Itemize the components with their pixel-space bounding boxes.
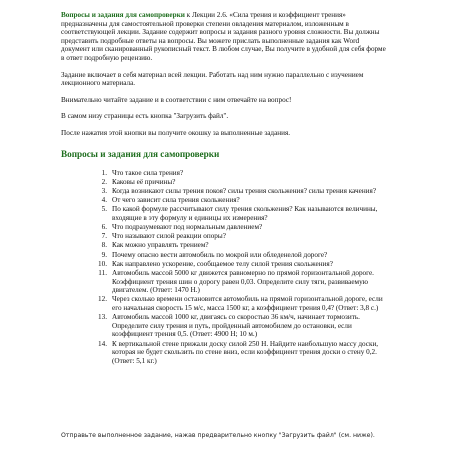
list-item [61, 340, 387, 366]
question-number: 14. [98, 339, 107, 348]
paragraph-scope: Задание включает в себя материал всей лекции. Работать над ним нужно параллельно с изучением лекционного материала. [61, 70, 364, 88]
question-text: Что такое сила трения? [112, 168, 184, 177]
question-text: К вертикальной стене прижали доску силой 250 Н. Найдите наибольшую массу доски, которая не будет скользить по стене вниз, если коэффициент трения доски о стену 0,2. (Ответ: 5,1 кг.) [112, 339, 379, 365]
question-number: 6. [101, 223, 107, 232]
list-item [61, 205, 387, 222]
list-item [61, 295, 387, 312]
question-text: Автомобиль массой 5000 кг движется равномерно по прямой горизонтальной дороге. Коэффициент трения шин о дорогу равен 0,03. Определите силу тяги, развиваемую двигателем. (Ответ: 1470 Н.) [112, 269, 374, 295]
list-item [61, 187, 387, 196]
question-number: 4. [101, 196, 107, 205]
question-text: Как направлено ускорение, сообщаемое телу силой трения скольжения? [112, 259, 333, 268]
question-number: 5. [101, 205, 107, 214]
paragraph-upload-hint: В самом низу страницы есть кнопка "Загрузить файл". [61, 112, 229, 121]
questions-list [61, 169, 387, 366]
list-item [61, 251, 387, 260]
list-item [61, 169, 387, 178]
intro-paragraph [61, 11, 387, 63]
question-text: Как можно управлять трением? [112, 241, 209, 250]
question-text: Через сколько времени остановится автомобиль на прямой горизонтальной дороге, если его начальная скорость 15 м/с, масса 1500 кг, а коэффициент трения 0,4? (Ответ: 3,8 с.) [112, 295, 383, 312]
question-number: 10. [98, 259, 107, 268]
list-item [61, 196, 387, 205]
question-text: Почему опасно вести автомобиль по мокрой или обледенелой дороге? [112, 250, 328, 259]
intro-text: к Лекции 2.6. «Сила трения и коэффициент трения» предназначены для самостоятельной проверки степени овладения материалом, изложенным в соответствующей лекции. Задание содержит вопросы и задания разного уровня сложности. Вы должны представить подробные ответы на вопросы. Вы можете прислать выполненные задания как Word документ или сканированный рукописный текст. В любом случае, Вы получите в удобной для себя форме в ответ подробную рецензию. [61, 11, 386, 62]
question-text: По какой формуле рассчитывают силу трения скольжения? Как называются величины, входящие в эту формулу и единицы их измерения? [112, 205, 378, 222]
question-number: 8. [101, 241, 107, 250]
question-number: 1. [101, 168, 107, 177]
list-item [61, 241, 387, 250]
list-item [61, 260, 387, 269]
section-heading: Вопросы и задания для самопроверки [61, 148, 220, 159]
list-item [61, 269, 387, 295]
question-text: Что подразумевают под нормальным давлением? [112, 223, 263, 232]
question-text: Когда возникают силы трения покоя? силы трения скольжения? силы трения качения? [112, 186, 377, 195]
question-number: 11. [98, 269, 107, 277]
intro-title: Вопросы и задания для самопроверки [61, 11, 185, 19]
question-number: 2. [101, 177, 107, 186]
question-number: 7. [101, 232, 107, 241]
question-text: От чего зависит сила трения скольжения? [112, 196, 240, 205]
question-text: Каковы её причины? [112, 177, 176, 186]
list-item [61, 232, 387, 241]
list-item [61, 313, 387, 339]
question-text: Автомобиль массой 1000 кг, двигаясь со скоростью 36 км/ч, начинает тормозить. Определите силу трения и путь, пройденный автомобилем до остановки, если коэффициент трения 0,5. (Ответ: 4900 Н; 10 м.) [112, 313, 360, 339]
list-item [61, 178, 387, 187]
paragraph-after-click: После нажатия этой кнопки вы получите окошку за выполненные задания. [61, 128, 291, 137]
upload-instruction: Отправьте выполненное задание, нажав предварительно кнопку "Загрузить файл" (см. ниже). [61, 432, 375, 439]
paragraph-attention: Внимательно читайте задание и в соответствии с ним отвечайте на вопрос! [61, 95, 292, 104]
question-number: 12. [98, 295, 107, 304]
question-text: Что называют силой реакции опоры? [112, 232, 226, 241]
question-number: 3. [101, 186, 107, 195]
question-number: 13. [98, 313, 107, 322]
question-number: 9. [101, 250, 107, 259]
list-item [61, 223, 387, 232]
